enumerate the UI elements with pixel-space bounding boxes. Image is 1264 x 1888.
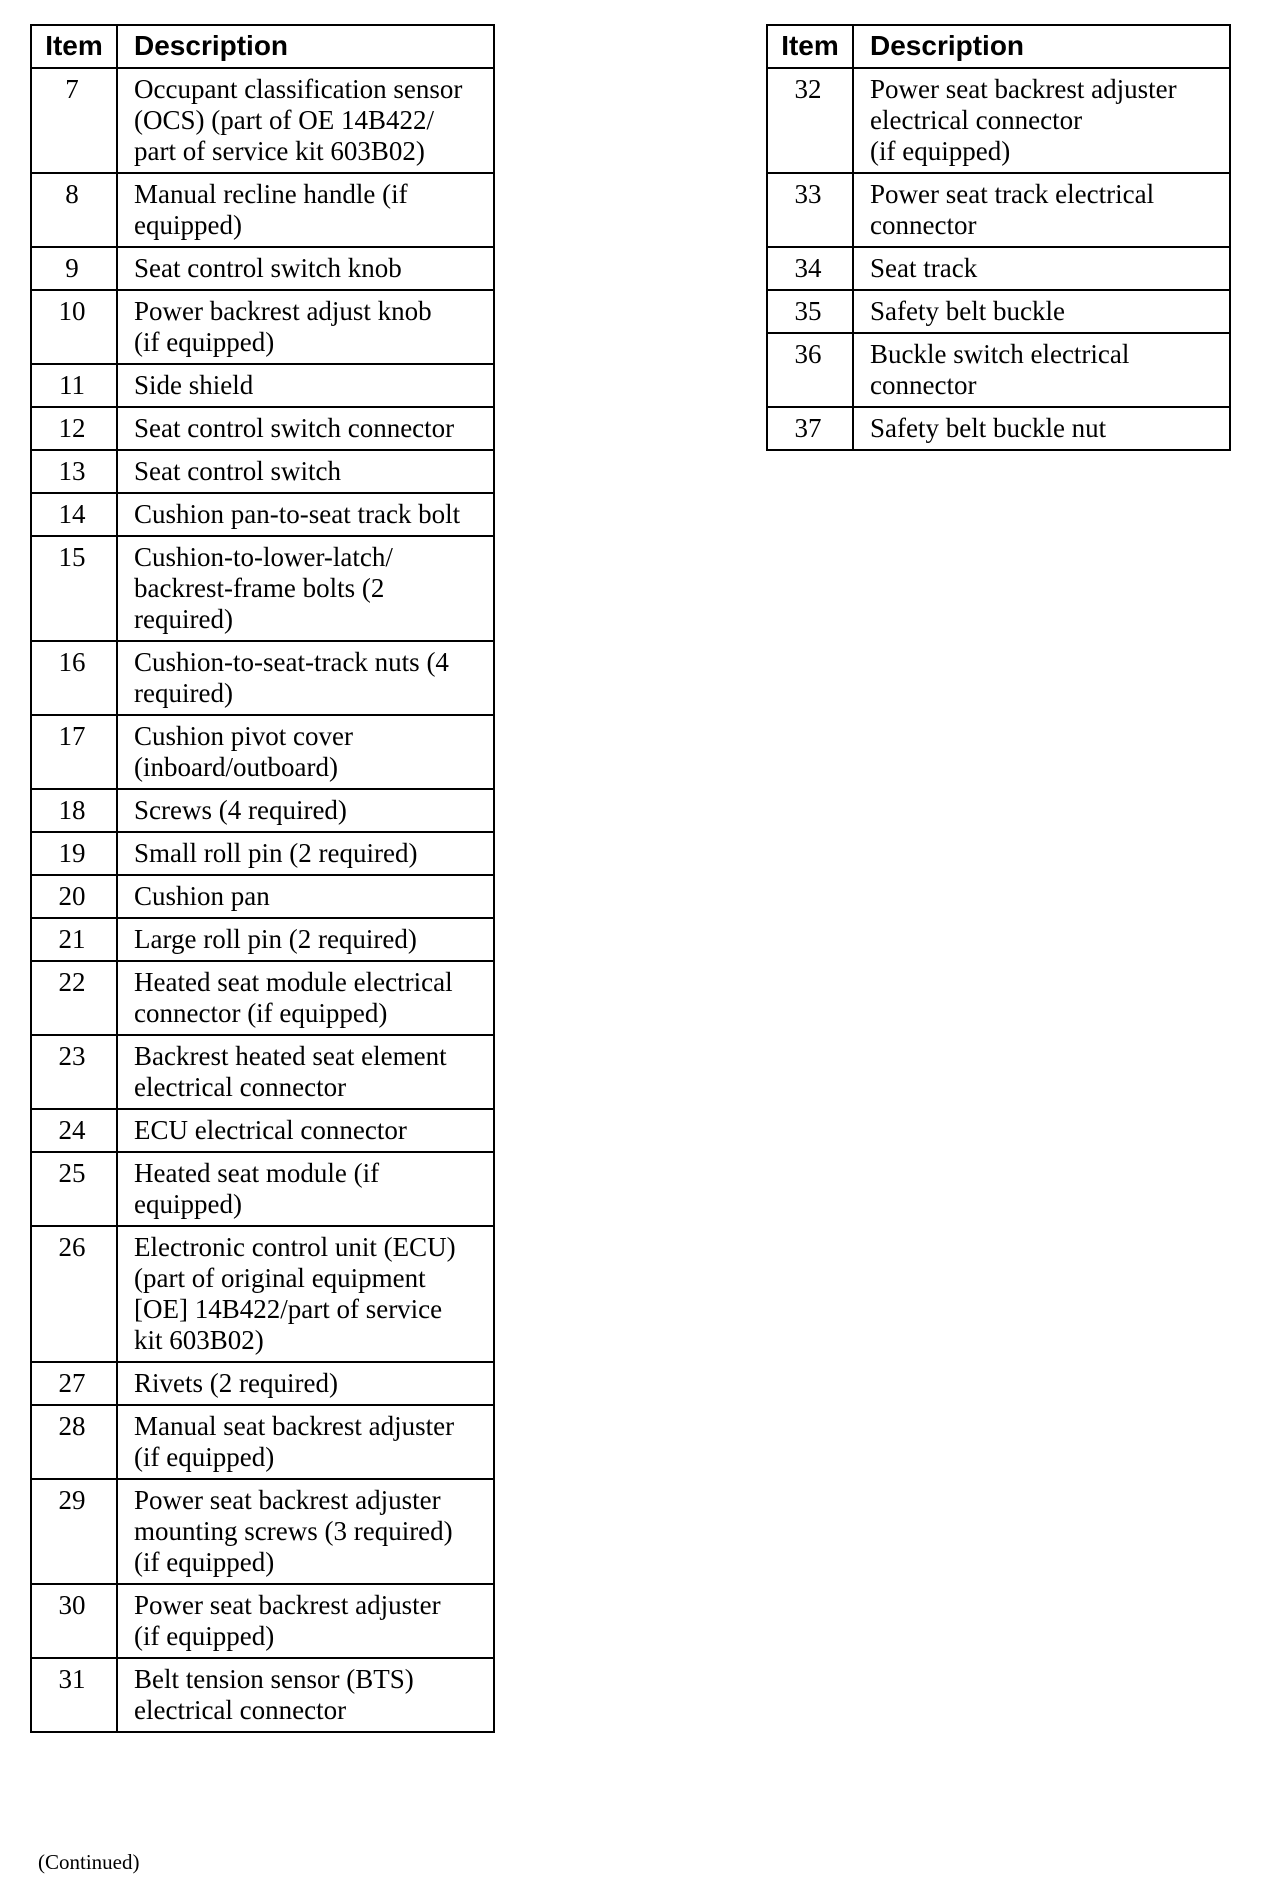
- item-description: Buckle switch electrical connector: [853, 333, 1230, 407]
- item-number: 16: [31, 641, 117, 715]
- item-number: 35: [767, 290, 853, 333]
- table-row: [767, 333, 1230, 407]
- table-row: [31, 247, 494, 290]
- table-row: [31, 961, 494, 1035]
- table-row: [31, 364, 494, 407]
- table-row: [31, 68, 494, 173]
- header-item: Item: [31, 25, 117, 68]
- item-number: 25: [31, 1152, 117, 1226]
- table-header-row: [31, 25, 494, 68]
- item-description: Seat control switch: [117, 450, 494, 493]
- table-row: [31, 1405, 494, 1479]
- table-row: [31, 1658, 494, 1732]
- table-row: [31, 789, 494, 832]
- item-number: 17: [31, 715, 117, 789]
- item-number: 31: [31, 1658, 117, 1732]
- item-number: 23: [31, 1035, 117, 1109]
- table-row: [31, 1109, 494, 1152]
- item-description: Cushion pan-to-seat track bolt: [117, 493, 494, 536]
- item-number: 29: [31, 1479, 117, 1584]
- item-description: Seat control switch knob: [117, 247, 494, 290]
- item-number: 33: [767, 173, 853, 247]
- item-description: Seat track: [853, 247, 1230, 290]
- item-number: 10: [31, 290, 117, 364]
- header-item: Item: [767, 25, 853, 68]
- item-number: 36: [767, 333, 853, 407]
- item-description: ECU electrical connector: [117, 1109, 494, 1152]
- item-number: 37: [767, 407, 853, 450]
- item-description: Rivets (2 required): [117, 1362, 494, 1405]
- table-row: [767, 290, 1230, 333]
- table-row: [767, 247, 1230, 290]
- table-row: [31, 832, 494, 875]
- item-number: 11: [31, 364, 117, 407]
- table-row: [31, 875, 494, 918]
- item-description: Cushion pan: [117, 875, 494, 918]
- item-description: Manual seat backrest adjuster (if equipped): [117, 1405, 494, 1479]
- item-description: Safety belt buckle nut: [853, 407, 1230, 450]
- table-row: [31, 407, 494, 450]
- item-description: Heated seat module (if equipped): [117, 1152, 494, 1226]
- table-row: [31, 450, 494, 493]
- item-description: Electronic control unit (ECU) (part of original equipment [OE] 14B422/part of service kit 603B02): [117, 1226, 494, 1362]
- table-row: [31, 1479, 494, 1584]
- item-description: Large roll pin (2 required): [117, 918, 494, 961]
- item-description: Cushion-to-seat-track nuts (4 required): [117, 641, 494, 715]
- header-description: Description: [117, 25, 494, 68]
- right-table-body: [767, 68, 1230, 450]
- table-row: [31, 715, 494, 789]
- item-number: 12: [31, 407, 117, 450]
- item-number: 8: [31, 173, 117, 247]
- item-number: 22: [31, 961, 117, 1035]
- item-description: Heated seat module electrical connector (if equipped): [117, 961, 494, 1035]
- item-number: 13: [31, 450, 117, 493]
- table-row: [31, 1362, 494, 1405]
- item-number: 19: [31, 832, 117, 875]
- table-row: [31, 1152, 494, 1226]
- table-row: [31, 493, 494, 536]
- item-description: Small roll pin (2 required): [117, 832, 494, 875]
- table-row: [31, 1035, 494, 1109]
- item-number: 9: [31, 247, 117, 290]
- item-number: 28: [31, 1405, 117, 1479]
- item-description: Occupant classification sensor (OCS) (part of OE 14B422/ part of service kit 603B02): [117, 68, 494, 173]
- continued-note: (Continued): [38, 1850, 140, 1874]
- table-row: [31, 641, 494, 715]
- item-description: Backrest heated seat element electrical connector: [117, 1035, 494, 1109]
- item-description: Safety belt buckle: [853, 290, 1230, 333]
- item-description: Power seat backrest adjuster (if equipped): [117, 1584, 494, 1658]
- item-number: 7: [31, 68, 117, 173]
- table-row: [31, 1584, 494, 1658]
- item-number: 18: [31, 789, 117, 832]
- item-description: Cushion-to-lower-latch/ backrest-frame bolts (2 required): [117, 536, 494, 641]
- item-description: Power seat backrest adjuster electrical connector (if equipped): [853, 68, 1230, 173]
- table-row: [767, 407, 1230, 450]
- item-description: Side shield: [117, 364, 494, 407]
- item-description: Seat control switch connector: [117, 407, 494, 450]
- table-header-row: [767, 25, 1230, 68]
- item-number: 34: [767, 247, 853, 290]
- parts-table-left: [30, 24, 495, 1733]
- left-table-body: [31, 68, 494, 1732]
- item-number: 24: [31, 1109, 117, 1152]
- item-number: 32: [767, 68, 853, 173]
- parts-table-right: [766, 24, 1231, 451]
- table-row: [31, 1226, 494, 1362]
- table-row: [31, 918, 494, 961]
- item-number: 27: [31, 1362, 117, 1405]
- item-description: Screws (4 required): [117, 789, 494, 832]
- item-description: Power backrest adjust knob (if equipped): [117, 290, 494, 364]
- item-number: 21: [31, 918, 117, 961]
- item-number: 20: [31, 875, 117, 918]
- item-description: Power seat track electrical connector: [853, 173, 1230, 247]
- table-row: [31, 536, 494, 641]
- item-description: Power seat backrest adjuster mounting screws (3 required) (if equipped): [117, 1479, 494, 1584]
- item-description: Belt tension sensor (BTS) electrical connector: [117, 1658, 494, 1732]
- table-row: [31, 173, 494, 247]
- item-description: Cushion pivot cover (inboard/outboard): [117, 715, 494, 789]
- item-description: Manual recline handle (if equipped): [117, 173, 494, 247]
- table-row: [767, 173, 1230, 247]
- item-number: 14: [31, 493, 117, 536]
- table-row: [767, 68, 1230, 173]
- item-number: 26: [31, 1226, 117, 1362]
- item-number: 30: [31, 1584, 117, 1658]
- header-description: Description: [853, 25, 1230, 68]
- item-number: 15: [31, 536, 117, 641]
- table-row: [31, 290, 494, 364]
